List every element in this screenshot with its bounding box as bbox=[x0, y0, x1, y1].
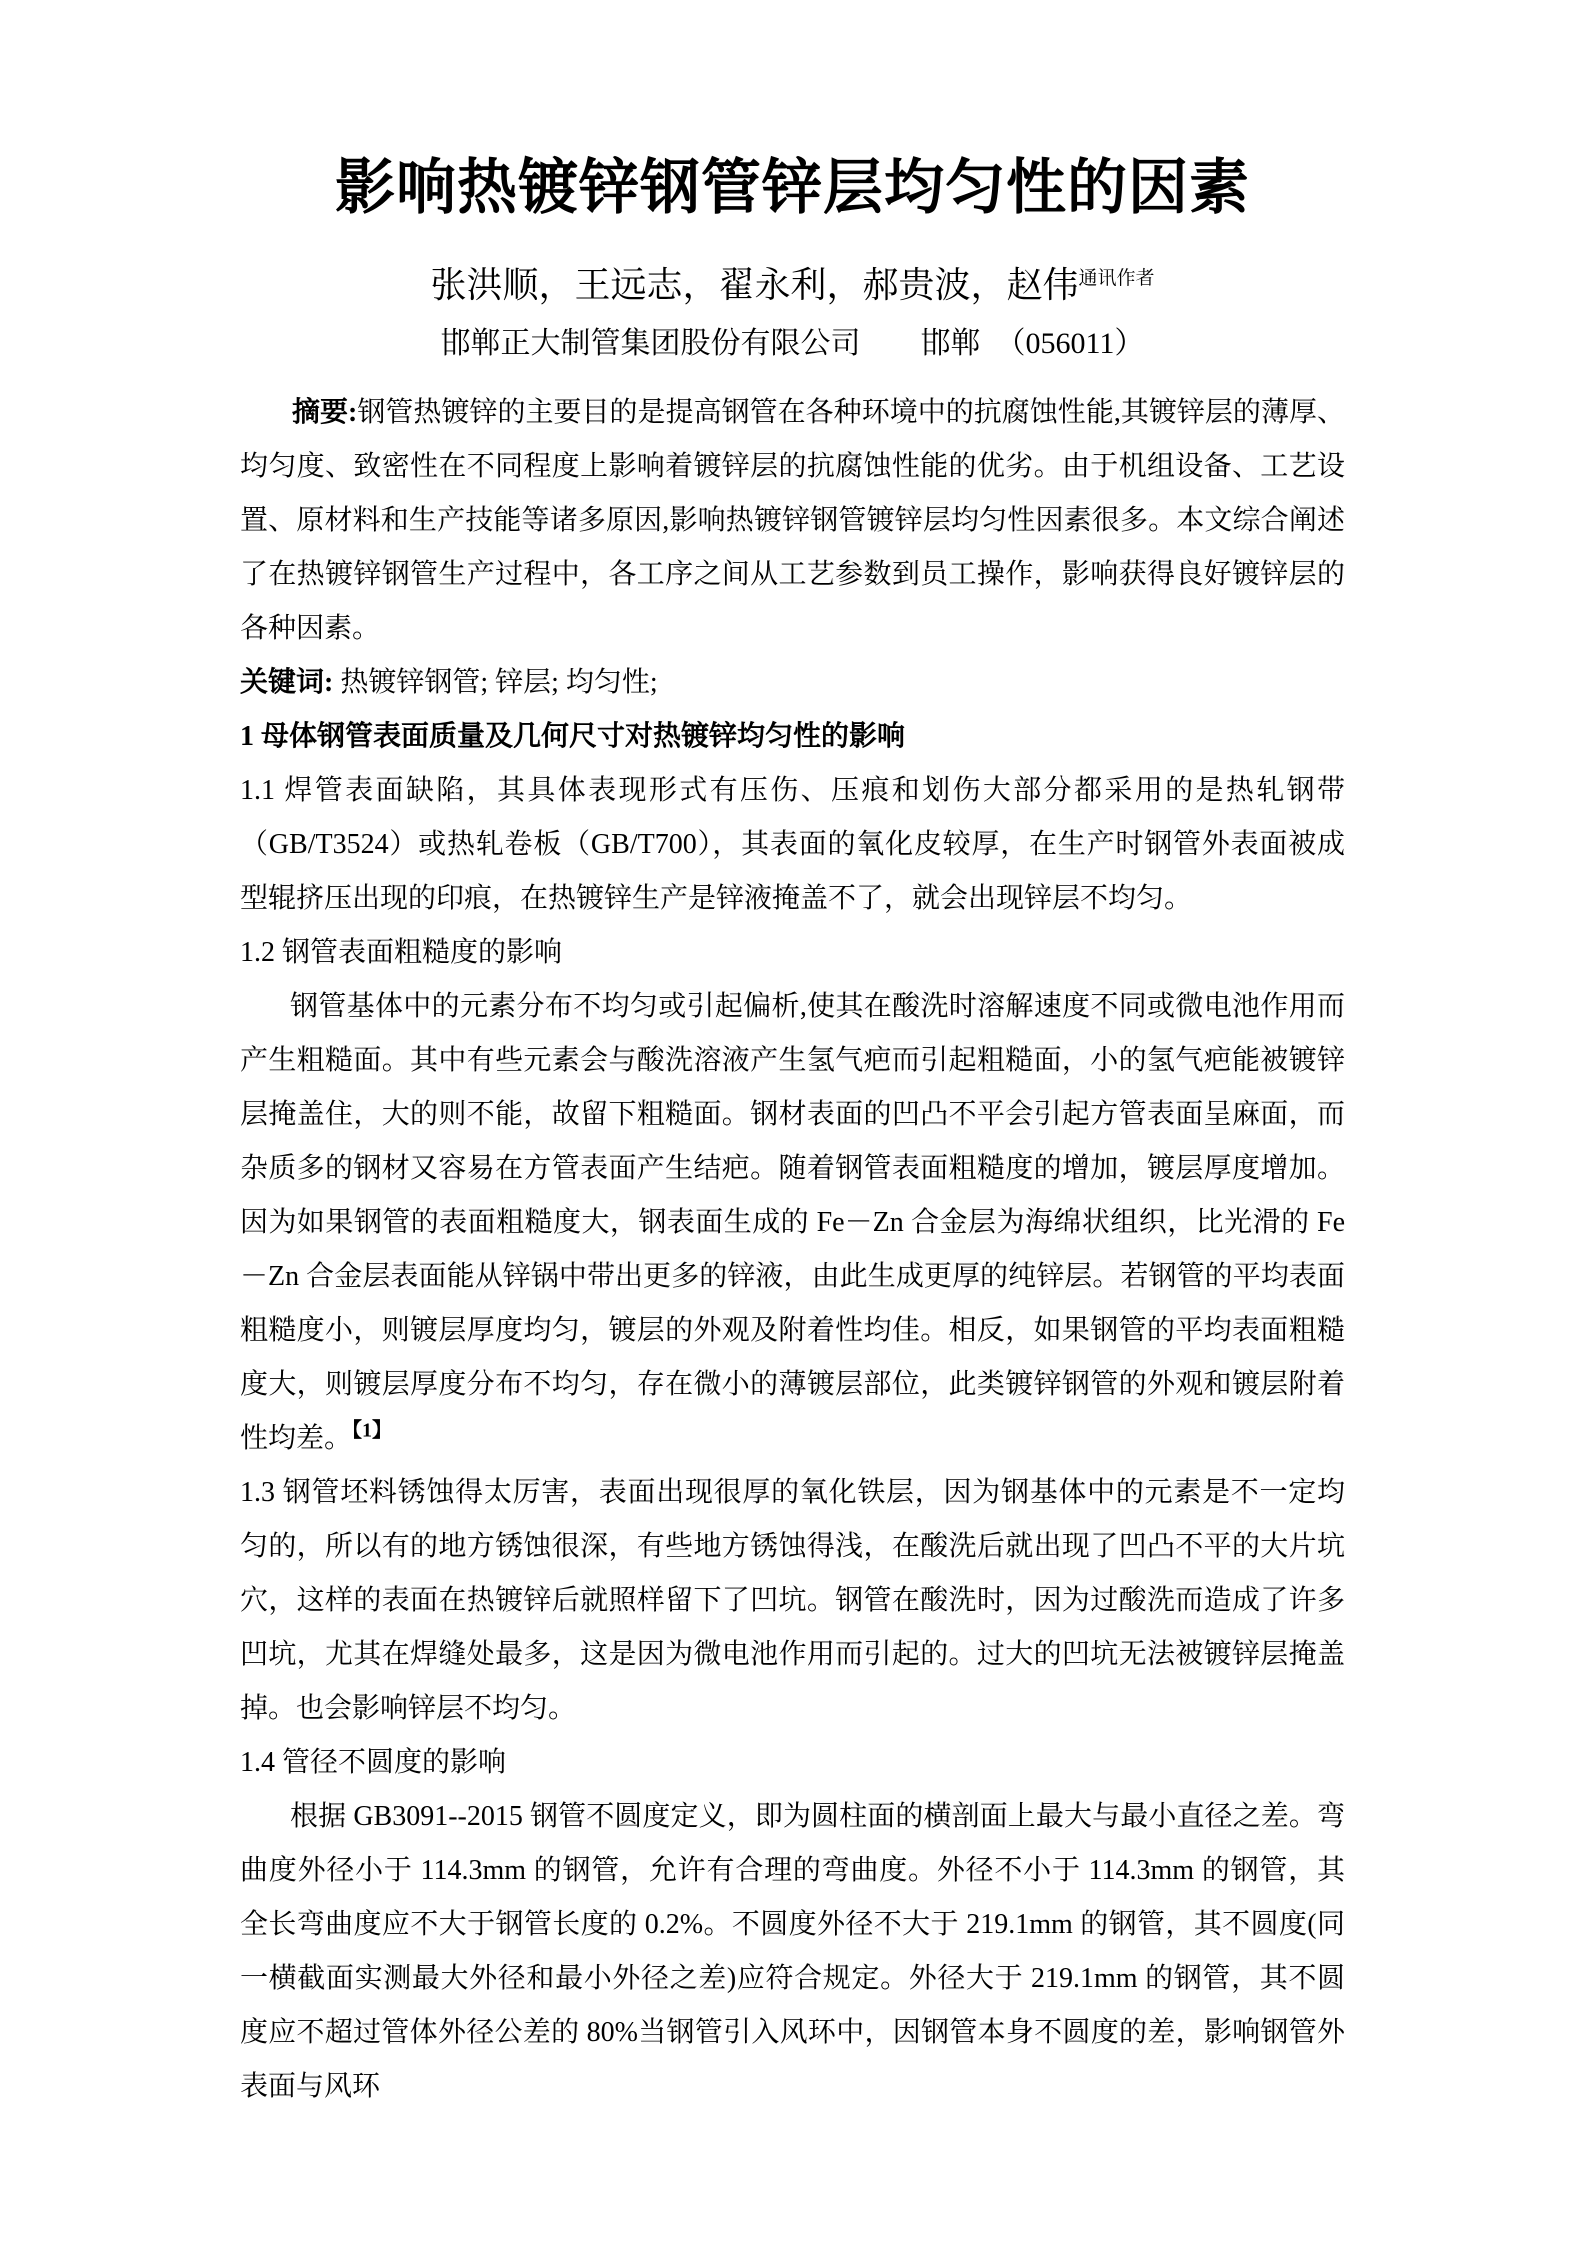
subheading-1-2: 1.2 钢管表面粗糙度的影响 bbox=[240, 937, 563, 968]
paragraph-1-2 bbox=[240, 980, 1345, 1466]
subheading-1-4: 1.4 管径不圆度的影响 bbox=[240, 1747, 507, 1778]
paragraph-1-3: 1.3 钢管坯料锈蚀得太厉害，表面出现很厚的氧化铁层，因为钢基体中的元素是不一定均匀的，所以有的地方锈蚀很深，有些地方锈蚀得浅，在酸洗后就出现了凹凸不平的大片坑穴，这样的表面在热镀锌后就照样留下了凹坑。钢管在酸洗时，因为过酸洗而造成了许多凹坑，尤其在焊缝处最多，这是因为微电池作用而引起的。过大的凹坑无法被镀锌层掩盖掉。也会影响锌层不均匀。 bbox=[240, 1477, 1345, 1724]
abstract-label: 摘要: bbox=[292, 397, 358, 428]
abstract-paragraph bbox=[240, 386, 1345, 656]
paragraph-1-4: 根据 GB3091--2015 钢管不圆度定义，即为圆柱面的横剖面上最大与最小直径之差。弯曲度外径小于 114.3mm 的钢管，允许有合理的弯曲度。外径不小于 114.3mm 的钢管，其全长弯曲度应不大于钢管长度的 0.2%。不圆度外径不大于 219.1mm 的钢管，其不圆度(同一横截面实测最大外径和最小外径之差)应符合规定。外径大于 219.1mm 的钢管，其不圆度应不超过管体外径公差的 80%当钢管引入风环中，因钢管本身不圆度的差，影响钢管外表面与风环 bbox=[240, 1801, 1345, 2102]
keywords-paragraph bbox=[240, 656, 1345, 710]
document-body bbox=[240, 386, 1345, 2114]
citation-ref-1: 【1】 bbox=[352, 1419, 393, 1442]
keywords-text: 热镀锌钢管; 锌层; 均匀性; bbox=[333, 667, 658, 698]
authors-line bbox=[240, 262, 1345, 308]
document-title: 影响热镀锌钢管锌层均匀性的因素 bbox=[335, 155, 1250, 221]
section-heading-1: 1 母体钢管表面质量及几何尺寸对热镀锌均匀性的影响 bbox=[240, 721, 906, 752]
front-matter bbox=[240, 150, 1345, 364]
paragraph-1-2-text: 钢管基体中的元素分布不均匀或引起偏析,使其在酸洗时溶解速度不同或微电池作用而产生粗糙面。其中有些元素会与酸洗溶液产生氢气疤而引起粗糙面，小的氢气疤能被镀锌层掩盖住，大的则不能，故留下粗糙面。钢材表面的凹凸不平会引起方管表面呈麻面，而杂质多的钢材又容易在方管表面产生结疤。随着钢管表面粗糙度的增加，镀层厚度增加。因为如果钢管的表面粗糙度大，钢表面生成的 Fe－Zn 合金层为海绵状组织，比光滑的 Fe－Zn 合金层表面能从锌锅中带出更多的锌液，由此生成更厚的纯锌层。若钢管的平均表面粗糙度小，则镀层厚度均匀，镀层的外观及附着性均佳。相反，如果钢管的平均表面粗糙度大，则镀层厚度分布不均匀，存在微小的薄镀层部位，此类镀锌钢管的外观和镀层附着性均差。 bbox=[240, 991, 1345, 1454]
paragraph-1-1: 1.1 焊管表面缺陷，其具体表现形式有压伤、压痕和划伤大部分都采用的是热轧钢带（GB/T3524）或热轧卷板（GB/T700），其表面的氧化皮较厚，在生产时钢管外表面被成型辊挤压出现的印痕，在热镀锌生产是锌液掩盖不了，就会出现锌层不均匀。 bbox=[240, 775, 1345, 914]
affiliation-line: 邯郸正大制管集团股份有限公司 邯郸 （056011） bbox=[440, 327, 1145, 360]
keywords-label: 关键词: bbox=[240, 667, 334, 698]
authors-names: 张洪顺，王远志，翟永利，郝贵波，赵伟 bbox=[430, 265, 1079, 305]
abstract-text: 钢管热镀锌的主要目的是提高钢管在各种环境中的抗腐蚀性能,其镀锌层的薄厚、均匀度、致密性在不同程度上影响着镀锌层的抗腐蚀性能的优劣。由于机组设备、工艺设置、原材料和生产技能等诸多原因,影响热镀锌钢管镀锌层均匀性因素很多。本文综合阐述了在热镀锌钢管生产过程中，各工序之间从工艺参数到员工操作，影响获得良好镀锌层的各种因素。 bbox=[240, 397, 1345, 644]
corresponding-author-mark: 通讯作者 bbox=[1078, 268, 1155, 289]
